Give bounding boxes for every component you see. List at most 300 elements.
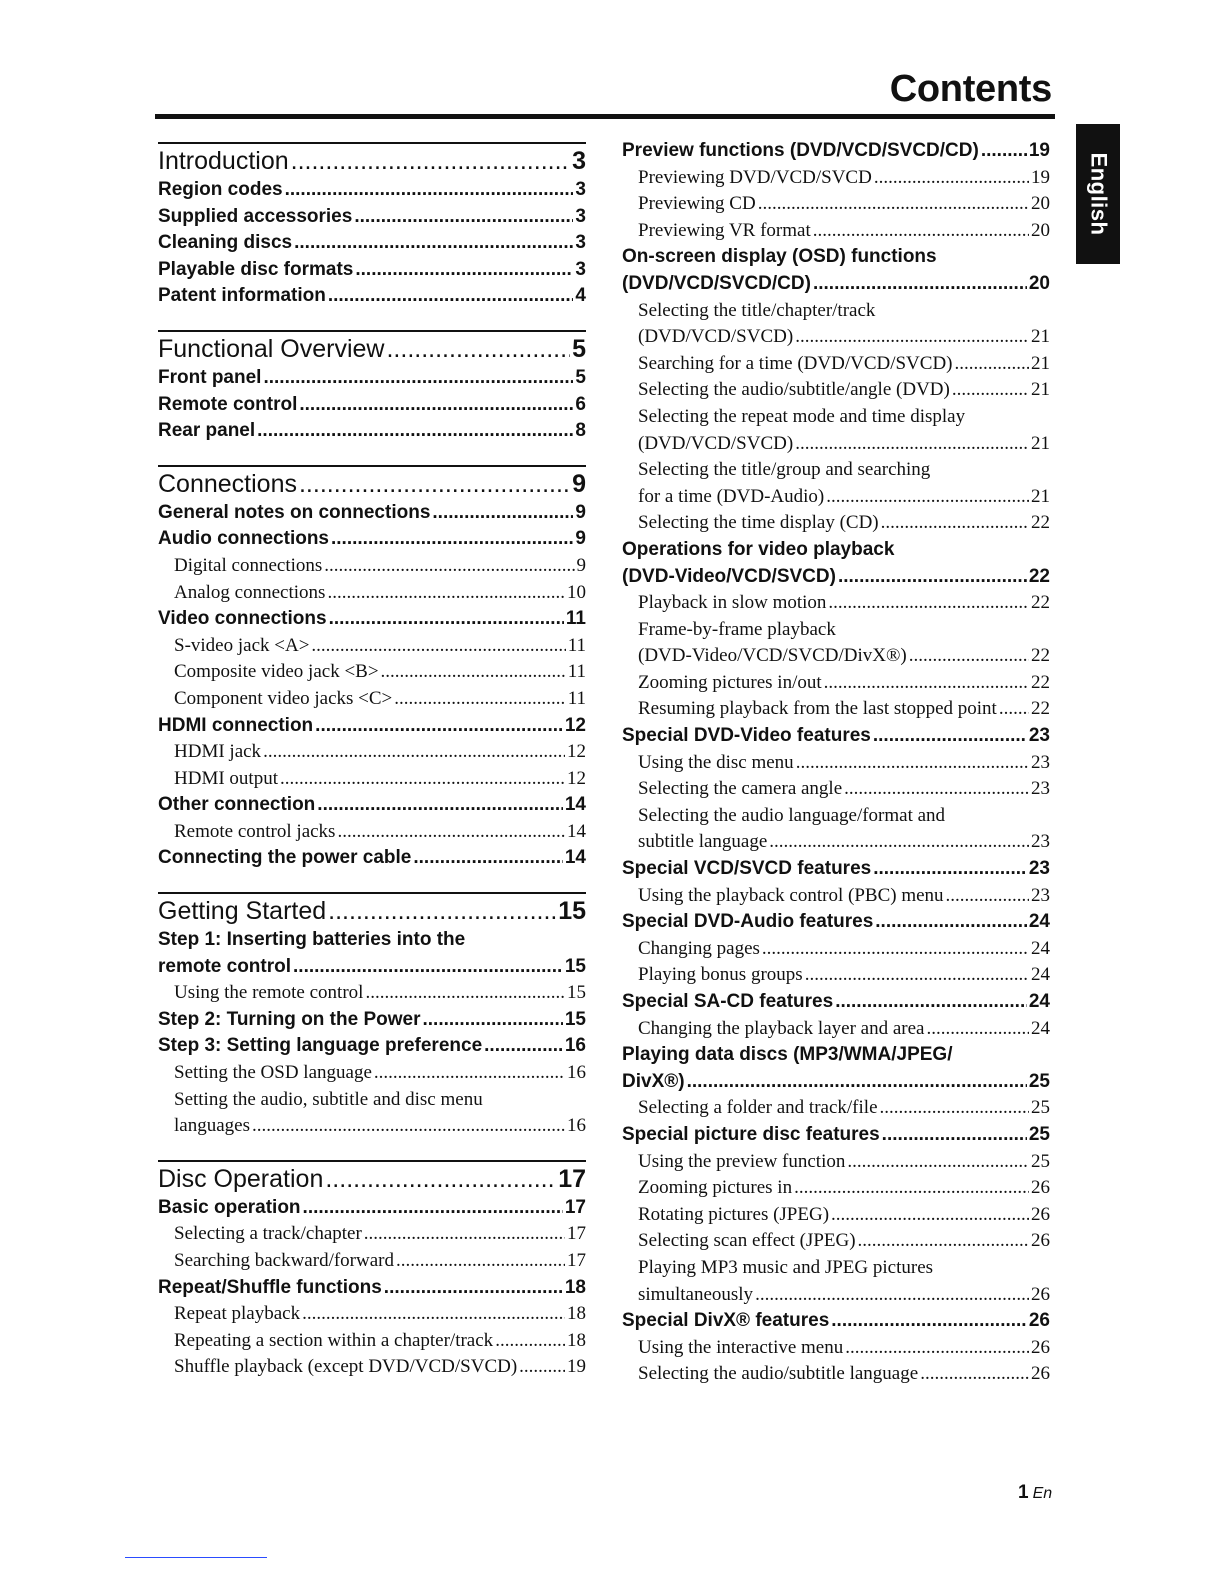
toc-entry-continuation[interactable] [158,954,586,981]
dot-leader [796,750,1029,777]
toc-entry-text: Selecting the time display (CD) [638,512,879,534]
toc-item[interactable] [622,776,1050,803]
toc-item[interactable] [622,351,1050,378]
toc-entry-continuation[interactable] [638,431,1050,458]
toc-entry-text: Step 1: Inserting batteries into the [158,929,466,951]
toc-entry-text: Front panel [158,366,262,388]
toc-entry-text: Audio connections [158,528,329,550]
toc-subsection[interactable] [622,856,1050,883]
toc-page-number: 3 [575,205,586,227]
toc-entry-continuation[interactable] [638,829,1050,856]
dot-leader [432,500,573,527]
toc-entry-text: General notes on connections [158,501,431,523]
toc-subsection[interactable] [158,500,586,527]
language-tab-label: English [1086,152,1112,236]
toc-entry-text: Selecting the repeat mode and time display [638,405,966,427]
toc-entry-text: Searching for a time (DVD/VCD/SVCD) [638,352,953,374]
toc-item[interactable] [158,553,586,580]
toc-entry-text: Changing pages [638,937,760,959]
toc-page-number: 22 [1031,512,1050,534]
toc-page-number: 26 [1031,1203,1050,1225]
toc-entry-text: Step 2: Turning on the Power [158,1008,421,1030]
toc-page-number: 15 [564,1008,586,1030]
toc-item[interactable] [158,1060,586,1087]
dot-leader [317,792,563,819]
toc-page-number: 24 [1028,991,1050,1012]
toc-page-number: 3 [575,258,586,280]
toc-page-number: 16 [567,1062,586,1084]
toc-page-number: 26 [1031,1177,1050,1199]
footer-line [125,1557,267,1558]
toc-subsection[interactable] [158,526,586,553]
toc-page-number: 10 [567,581,586,603]
dot-leader [354,204,573,231]
dot-leader [291,146,570,177]
dot-leader [845,1335,1029,1362]
dot-leader [835,989,1027,1016]
toc-entry-text: Analog connections [174,581,326,603]
toc-entry-continuation[interactable] [174,1113,586,1140]
toc-entry-text: HDMI output [174,767,278,789]
toc-section[interactable] [158,1164,586,1195]
dot-leader [374,1060,565,1087]
toc-item[interactable] [622,1228,1050,1255]
toc-item[interactable] [622,298,1050,351]
dot-leader [311,633,565,660]
toc-entry-text: languages [174,1115,250,1137]
toc-entry-text: Using the playback control (PBC) menu [638,884,944,906]
toc-subsection[interactable] [158,845,586,872]
dot-leader [280,766,565,793]
toc-entry-text: (DVD-Video/VCD/SVCD/DivX®) [638,645,907,667]
toc-page-number: 15 [564,955,586,977]
toc-entry-text: Setting the OSD language [174,1062,372,1084]
toc-subsection[interactable] [158,792,586,819]
toc-item[interactable] [622,457,1050,510]
toc-entry-text: Playback in slow motion [638,592,827,614]
toc-entry-text: Playing data discs (MP3/WMA/JPEG/ [622,1044,953,1066]
dot-leader [328,283,574,310]
toc-page-number: 18 [564,1276,586,1298]
toc-page-number: 18 [567,1329,586,1351]
dot-leader [831,1202,1029,1229]
toc-page-number: 26 [1031,1336,1050,1358]
toc-page-number: 25 [1031,1150,1050,1172]
toc-entry-text: Selecting the audio/subtitle language [638,1363,919,1385]
toc-entry-text: (DVD/VCD/SVCD) [638,326,794,348]
dot-leader [844,776,1029,803]
page-number [1018,1482,1052,1504]
toc-entry-text: Setting the audio, subtitle and disc menu [174,1088,483,1110]
toc-entry-text: remote control [158,955,292,977]
dot-leader [364,1221,565,1248]
dot-leader [873,723,1027,750]
dot-leader [873,856,1027,883]
dot-leader [858,1228,1029,1255]
toc-entry-continuation[interactable] [622,1069,1050,1096]
toc-subsection[interactable] [158,257,586,284]
toc-page-number: 9 [575,528,586,550]
dot-leader [952,377,1029,404]
dot-leader [252,1113,565,1140]
toc-page-number: 9 [576,554,586,576]
toc-page-number: 9 [572,469,586,498]
dot-leader [762,936,1029,963]
toc-entry-text: Region codes [158,179,283,200]
dot-leader [909,643,1029,670]
toc-entry-text: Using the interactive menu [638,1336,844,1358]
toc-entry-text: Selecting a folder and track/file [638,1097,878,1119]
language-tab [1076,124,1120,264]
toc-entry-text: DivX®) [622,1070,685,1092]
toc-item[interactable] [622,883,1050,910]
dot-leader [384,1275,563,1302]
toc-item[interactable] [622,803,1050,856]
toc-page-number: 23 [1031,831,1050,853]
toc-item[interactable] [622,1202,1050,1229]
toc-page-number: 25 [1028,1070,1050,1092]
toc-subsection[interactable] [158,927,586,980]
toc-section[interactable] [158,896,586,927]
section-rule [158,465,586,500]
dot-leader [285,177,574,204]
toc-item[interactable] [622,510,1050,537]
toc-page-number: 15 [558,897,586,926]
toc-page-number: 17 [564,1196,586,1218]
toc-page-number: 20 [1028,272,1050,294]
toc-item[interactable] [622,1255,1050,1308]
toc-entry-continuation[interactable] [622,564,1050,591]
toc-section[interactable] [158,334,586,365]
toc-entry-text: HDMI jack [174,741,262,763]
dot-leader [495,1328,565,1355]
dot-leader [920,1361,1029,1388]
toc-left-column [158,142,586,1401]
toc-item[interactable] [158,633,586,660]
toc-page-number: 4 [575,285,586,307]
toc-page-number: 25 [1028,1123,1050,1145]
toc-entry-text: Special SA-CD features [622,991,834,1012]
dot-leader [263,365,573,392]
toc-page-number: 26 [1028,1310,1050,1332]
toc-entry-text: Resuming playback from the last stopped point [638,698,997,720]
dot-leader [413,845,562,872]
toc-entry-text: Special VCD/SVCD features [622,858,872,880]
toc-subsection[interactable] [622,989,1050,1016]
toc-page-number: 14 [567,820,586,842]
toc-page-number: 25 [1031,1097,1050,1119]
toc-item[interactable] [622,590,1050,617]
dot-leader [826,484,1029,511]
toc-subsection[interactable] [158,1195,586,1222]
section-rule [158,892,586,927]
toc-entry-text: Using the remote control [174,982,364,1004]
toc-section-group [158,330,586,445]
dot-leader [299,469,570,500]
toc-item[interactable] [622,1175,1050,1202]
toc-page-number: 23 [1031,751,1050,773]
toc-page-number: 26 [1031,1230,1050,1252]
title-rule [155,114,1055,119]
toc-item[interactable] [622,670,1050,697]
dot-leader [838,564,1027,591]
toc-page-number: 22 [1031,592,1050,614]
toc-entry-text: S-video jack <A> [174,634,310,656]
toc-entry-text: Selecting the camera angle [638,778,843,800]
toc-subsection[interactable] [622,537,1050,590]
dot-leader [824,670,1029,697]
toc-page-number: 19 [1031,166,1050,188]
toc-subsection[interactable] [158,713,586,740]
toc-entry-continuation[interactable] [638,324,1050,351]
toc-section[interactable] [158,146,586,177]
toc-entry-text: Special DivX® features [622,1310,830,1332]
toc-item[interactable] [622,165,1050,192]
toc-entry-text: Basic operation [158,1196,301,1218]
toc-item[interactable] [158,686,586,713]
dot-leader [875,909,1027,936]
toc-entry-continuation[interactable] [638,484,1050,511]
dot-leader [324,553,574,580]
toc-subsection[interactable] [622,1122,1050,1149]
toc-entry-text: Introduction [158,147,289,175]
dot-leader [795,431,1029,458]
toc-item[interactable] [158,980,586,1007]
toc-item[interactable] [158,1221,586,1248]
toc-subsection[interactable] [158,1033,586,1060]
dot-leader [805,962,1029,989]
toc-section-group [158,1160,586,1381]
toc-page-number: 21 [1031,352,1050,374]
toc-subsection[interactable] [622,909,1050,936]
dot-leader [484,1033,563,1060]
toc-section-group [158,465,586,872]
dot-leader [687,1069,1027,1096]
toc-item[interactable] [158,580,586,607]
toc-entry-text: Playing bonus groups [638,964,803,986]
toc-item[interactable] [158,1087,586,1140]
toc-entry-continuation[interactable] [638,1282,1050,1309]
toc-item[interactable] [622,1335,1050,1362]
toc-subsection[interactable] [622,138,1050,165]
toc-entry-text: (DVD/VCD/SVCD/CD) [622,272,811,294]
toc-subsection[interactable] [158,606,586,633]
toc-item[interactable] [622,377,1050,404]
toc-section-group [158,142,586,310]
toc-page-number: 19 [1028,140,1050,161]
toc-item[interactable] [622,191,1050,218]
toc-page-number: 22 [1031,698,1050,720]
toc-page-number: 21 [1031,379,1050,401]
toc-page-number: 6 [575,393,586,415]
toc-entry-text: Zooming pictures in/out [638,671,822,693]
dot-leader [315,713,563,740]
toc-entry-text: Supplied accessories [158,205,353,227]
dot-leader [263,739,565,766]
toc-subsection[interactable] [158,204,586,231]
toc-item[interactable] [622,1361,1050,1388]
toc-subsection[interactable] [158,365,586,392]
section-rule [158,330,586,365]
toc-page-number: 14 [564,794,586,816]
toc-entry-text: Selecting a track/chapter [174,1223,362,1245]
toc-page-number: 15 [567,982,586,1004]
toc-entry-text: Connections [158,469,297,498]
section-rule [158,142,586,177]
dot-leader [880,1095,1029,1122]
toc-entry-text: Zooming pictures in [638,1177,793,1199]
dot-leader [813,218,1029,245]
toc-page-number: 14 [564,847,586,869]
toc-page-number: 12 [567,767,586,789]
toc-subsection[interactable] [158,177,586,204]
dot-leader [381,659,566,686]
toc-item[interactable] [622,617,1050,670]
toc-entry-text: subtitle language [638,831,768,853]
toc-page-number: 21 [1031,326,1050,348]
toc-entry-continuation[interactable] [638,643,1050,670]
toc-subsection[interactable] [622,244,1050,297]
toc-item[interactable] [622,1095,1050,1122]
toc-entry-text: On-screen display (OSD) functions [622,246,937,268]
toc-item[interactable] [622,696,1050,723]
toc-page-number: 23 [1028,725,1050,747]
toc-page-number: 3 [575,179,586,200]
dot-leader [882,1122,1027,1149]
dot-leader [758,191,1029,218]
toc-page-number: 23 [1028,858,1050,880]
toc-item[interactable] [158,659,586,686]
toc-entry-text: Using the preview function [638,1150,846,1172]
dot-leader [828,590,1029,617]
toc-item[interactable] [158,1248,586,1275]
dot-leader [293,954,563,981]
toc-page-number: 23 [1031,884,1050,906]
toc-page-number: 11 [565,608,586,630]
toc-page-number: 11 [567,634,586,656]
toc-entry-text: Disc Operation [158,1164,324,1193]
dot-leader [946,883,1029,910]
toc-item[interactable] [158,1354,586,1381]
dot-leader [874,165,1029,192]
toc-page-number: 22 [1031,645,1050,667]
toc-entry-continuation[interactable] [622,271,1050,298]
dot-leader [394,686,565,713]
toc-entry-text: Video connections [158,608,327,630]
page-number-value: 1 [1018,1482,1029,1503]
toc-entry-text: Special picture disc features [622,1123,880,1145]
toc-subsection[interactable] [158,283,586,310]
toc-page-number: 17 [558,1164,586,1193]
toc-entry-text: Step 3: Setting language preference [158,1035,483,1057]
toc-entry-text: Preview functions (DVD/VCD/SVCD/CD) [622,140,979,161]
toc-entry-text: Using the disc menu [638,751,794,773]
dot-leader [755,1282,1029,1309]
toc-item[interactable] [158,739,586,766]
toc-entry-text: Selecting the audio/subtitle/angle (DVD) [638,379,950,401]
toc-item[interactable] [622,750,1050,777]
toc-item[interactable] [622,962,1050,989]
toc-entry-text: Searching backward/forward [174,1250,394,1271]
toc-page-number: 24 [1031,937,1050,959]
toc-page-number: 12 [564,714,586,736]
toc-page-number: 24 [1031,964,1050,986]
toc-page-number: 17 [567,1250,586,1271]
toc-subsection[interactable] [158,1275,586,1302]
dot-leader [926,1016,1029,1043]
toc-item[interactable] [622,1016,1050,1043]
toc-item[interactable] [622,1149,1050,1176]
toc-entry-text: Remote control jacks [174,820,336,842]
toc-item[interactable] [158,766,586,793]
dot-leader [794,1175,1029,1202]
toc-item[interactable] [158,1328,586,1355]
toc-section[interactable] [158,469,586,500]
toc-entry-text: Other connection [158,794,316,816]
toc-item[interactable] [622,218,1050,245]
toc-item[interactable] [622,404,1050,457]
toc-entry-text: Repeat/Shuffle functions [158,1276,382,1298]
toc-entry-text: simultaneously [638,1283,754,1305]
toc-entry-text: Digital connections [174,554,323,576]
toc-entry-text: Previewing VR format [638,219,811,241]
dot-leader [422,1007,562,1034]
dot-leader [325,1164,556,1195]
toc-subsection[interactable] [622,723,1050,750]
toc-item[interactable] [158,1301,586,1328]
dot-leader [831,1308,1027,1335]
toc-subsection[interactable] [158,230,586,257]
toc-entry-text: Cleaning discs [158,232,293,254]
toc-page-number: 23 [1031,778,1050,800]
dot-leader [257,418,573,445]
toc-item[interactable] [158,819,586,846]
toc-entry-text: Connecting the power cable [158,847,412,869]
dot-leader [847,1149,1029,1176]
toc-page-number: 24 [1028,911,1050,933]
toc-page-number: 26 [1031,1363,1050,1385]
toc-page-number: 3 [575,232,586,254]
toc-subsection[interactable] [158,418,586,445]
toc-page-number: 24 [1031,1017,1050,1039]
toc-page-number: 21 [1031,432,1050,454]
toc-subsection[interactable] [158,1007,586,1034]
toc-page-number: 18 [567,1303,586,1325]
toc-page-number: 20 [1031,219,1050,241]
toc-subsection[interactable] [622,1308,1050,1335]
toc-page-number: 20 [1031,193,1050,215]
toc-entry-text: Component video jacks <C> [174,687,393,709]
toc-right-column [622,138,1050,1388]
toc-subsection[interactable] [158,392,586,419]
dot-leader [355,257,573,284]
toc-page-number: 5 [575,366,586,388]
toc-entry-text: Repeat playback [174,1303,301,1325]
toc-entry-text: (DVD/VCD/SVCD) [638,432,794,454]
toc-entry-text: Rotating pictures (JPEG) [638,1203,830,1225]
toc-entry-text: Previewing DVD/VCD/SVCD [638,166,872,188]
section-rule [158,1160,586,1195]
toc-subsection[interactable] [622,1042,1050,1095]
toc-entry-text: Special DVD-Audio features [622,911,874,933]
toc-entry-text: Changing the playback layer and area [638,1017,925,1039]
toc-page-number: 8 [575,420,586,442]
toc-page-number: 22 [1031,671,1050,693]
dot-leader [981,138,1027,165]
toc-page-number: 22 [1028,565,1050,587]
toc-item[interactable] [622,936,1050,963]
toc-page-number: 19 [567,1356,586,1378]
